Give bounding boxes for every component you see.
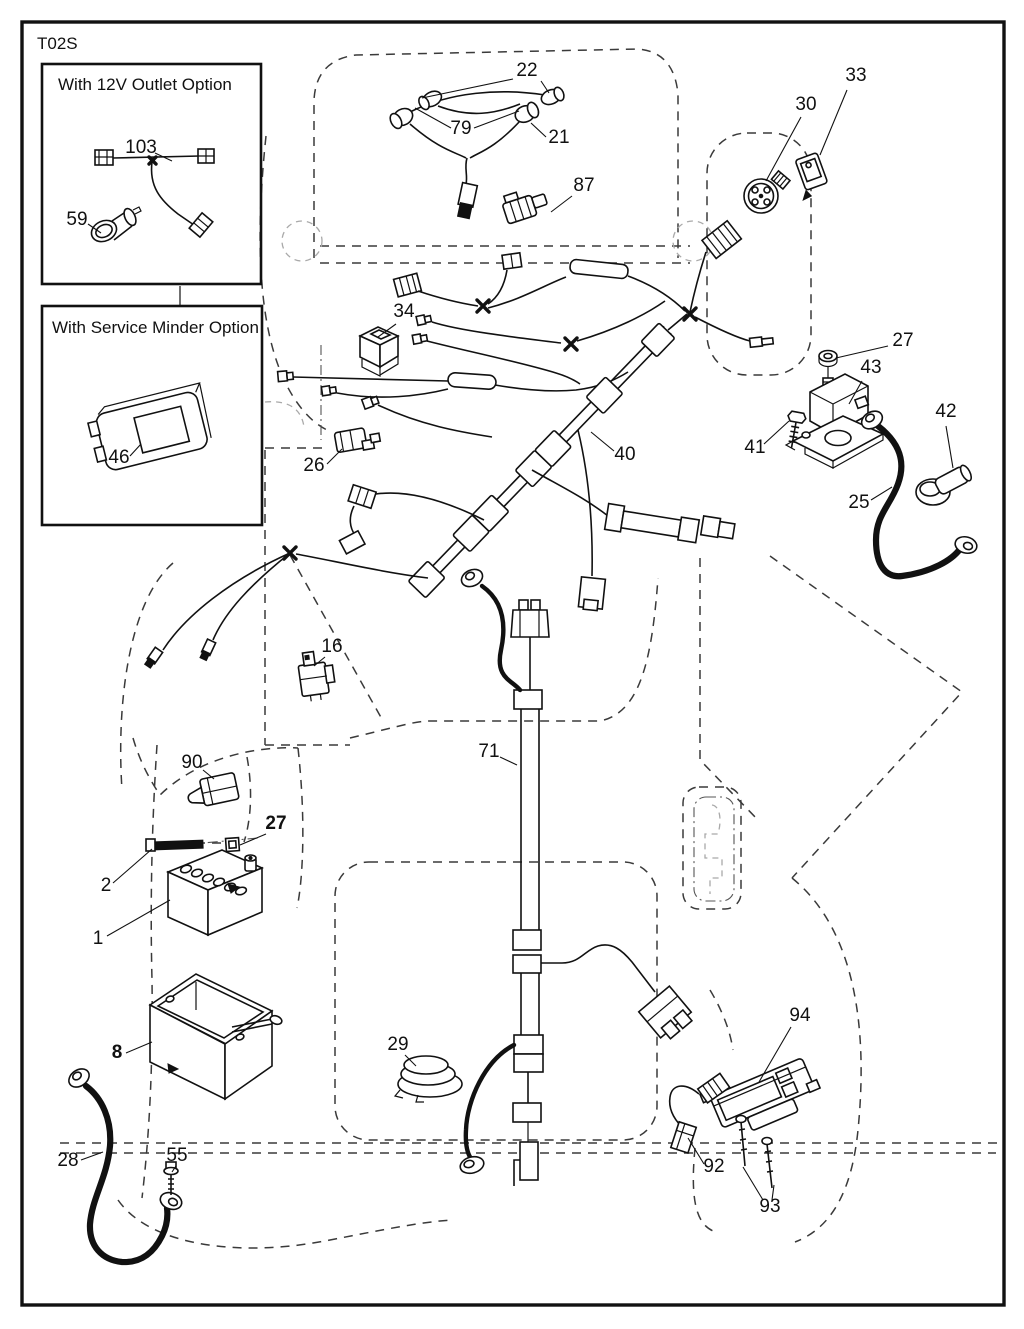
- part-label-79-4: 79: [450, 118, 472, 139]
- part-label-25-16: 25: [848, 492, 870, 513]
- part-label-103-0: 103: [125, 137, 157, 158]
- leader-line-79-0: [415, 108, 451, 128]
- part-label-42-15: 42: [935, 401, 957, 422]
- part-label-43-13: 43: [860, 357, 882, 378]
- main-harness-40-drawing: [144, 321, 736, 668]
- leader-line-8-0: [126, 1042, 152, 1053]
- ignition-connector-drawing: [668, 221, 773, 348]
- module-94-drawing: [700, 1050, 825, 1144]
- inset-12v-outlet-box: [42, 64, 261, 284]
- part-label-92-28: 92: [703, 1156, 725, 1177]
- switch-16-drawing: [296, 649, 336, 702]
- leader-line-22-1: [541, 81, 549, 93]
- mid-harness-wires: [278, 253, 696, 437]
- leader-line-1-0: [107, 900, 170, 936]
- part-label-29-24: 29: [387, 1034, 409, 1055]
- leader-line-26-0: [327, 449, 342, 464]
- part-label-34-9: 34: [393, 301, 415, 322]
- battery-terminal: [245, 855, 256, 871]
- diagram-title: T02S: [37, 34, 78, 53]
- part-label-1-21: 1: [92, 928, 104, 949]
- part-label-28-25: 28: [57, 1150, 79, 1171]
- part-label-46-2: 46: [108, 447, 130, 468]
- headlight-plug: [456, 183, 478, 219]
- leader-line-40-0: [591, 432, 614, 451]
- part-label-27-12: 27: [892, 330, 914, 351]
- leader-line-87-0: [551, 196, 572, 212]
- battery-group-drawing: [146, 838, 262, 935]
- leader-line-33-0: [820, 90, 847, 155]
- inset-service-minder-title: With Service Minder Option: [52, 318, 259, 337]
- leader-line-71-0: [500, 757, 517, 765]
- part-label-94-27: 94: [789, 1005, 811, 1026]
- battery-box-8-drawing: [150, 974, 283, 1099]
- part-label-87-6: 87: [573, 175, 595, 196]
- part-label-30-7: 30: [795, 94, 817, 115]
- key-33-drawing: [789, 153, 830, 201]
- switch-34-drawing: [360, 327, 398, 376]
- part-label-27-19: 27: [265, 813, 287, 834]
- leader-line-41-0: [764, 421, 789, 444]
- leader-line-92-0: [688, 1138, 704, 1164]
- part-label-59-1: 59: [66, 209, 88, 230]
- terminal-boot-42-drawing: [916, 464, 973, 505]
- part-label-93-29: 93: [759, 1196, 781, 1217]
- horn-29-drawing: [395, 1056, 462, 1102]
- battery-nut-27: [226, 838, 240, 852]
- part-label-16-17: 16: [321, 636, 343, 657]
- part-label-2-20: 2: [100, 875, 112, 896]
- service-minder-46-drawing: [85, 383, 215, 474]
- ignition-switch-30-drawing: [744, 171, 790, 213]
- center-harness-71-drawing: [458, 566, 695, 1186]
- inset-service-minder-box: [42, 306, 262, 525]
- connector-87-drawing: [500, 184, 550, 224]
- part-label-55-26: 55: [166, 1145, 188, 1166]
- leader-line-30-0: [766, 117, 801, 181]
- part-label-26-10: 26: [303, 455, 325, 476]
- outlet-59-drawing: [88, 207, 141, 246]
- part-label-21-5: 21: [548, 127, 570, 148]
- leader-line-2-0: [113, 849, 152, 883]
- part-label-8-23: 8: [111, 1042, 123, 1063]
- part-label-71-22: 71: [478, 741, 500, 762]
- part-label-41-14: 41: [744, 437, 766, 458]
- part-label-40-11: 40: [614, 444, 636, 465]
- leader-line-27-0: [240, 834, 266, 845]
- part-label-22-3: 22: [516, 60, 538, 81]
- inset-12v-outlet-title: With 12V Outlet Option: [58, 75, 232, 94]
- leader-line-42-0: [946, 426, 953, 468]
- part-label-33-8: 33: [845, 65, 867, 86]
- part-label-90-18: 90: [181, 752, 203, 773]
- leader-line-21-0: [531, 123, 546, 137]
